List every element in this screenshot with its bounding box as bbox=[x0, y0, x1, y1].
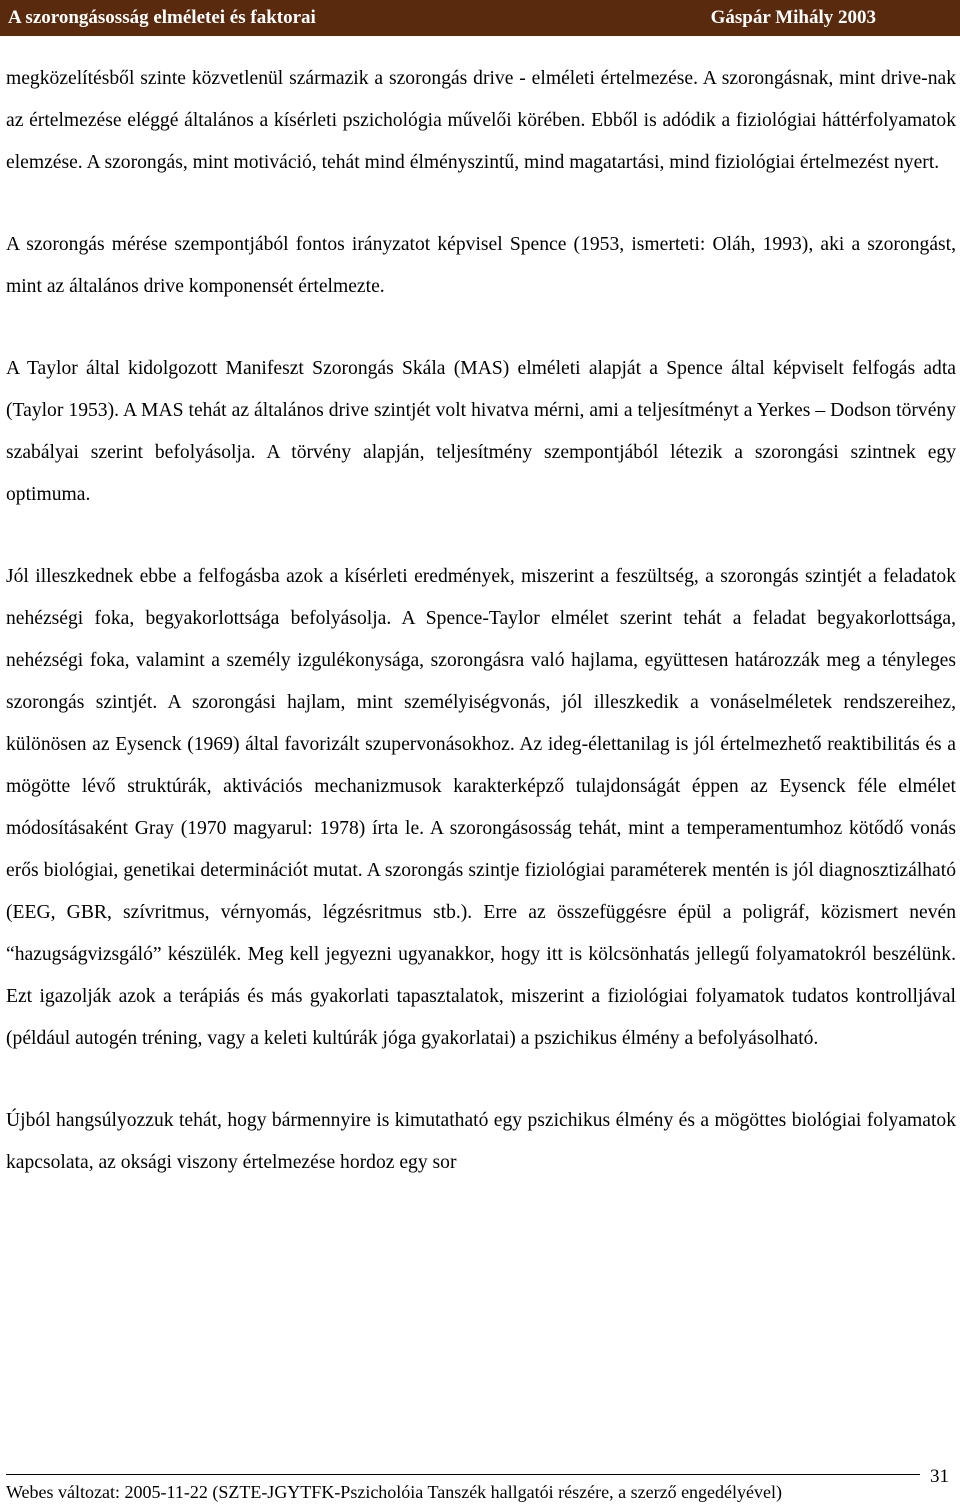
page-number: 31 bbox=[930, 1466, 949, 1487]
header-title: A szorongásosság elméletei és faktorai bbox=[8, 7, 316, 28]
footer-divider bbox=[6, 1474, 920, 1475]
page-header bbox=[0, 0, 960, 36]
paragraph-1: megközelítésből szinte közvetlenül származik a szorongás drive - elméleti értelmezése. A szorongásnak, mint drive-nak az értelmezése eléggé általános a kísérleti pszichológia művelői körében. Ebből is adódik a fiziológiai háttérfolyamatok elemzése. A szorongás, mint motiváció, tehát mind élményszintű, mind magatartási, mind fiziológiai értelmezést nyert. bbox=[6, 68, 956, 173]
footer-note: Webes változat: 2005-11-22 (SZTE-JGYTFK-Pszicholóia Tanszék hallgatói részére, a szerző engedélyével) bbox=[6, 1482, 783, 1502]
paragraph-2: A szorongás mérése szempontjából fontos irányzatot képvisel Spence (1953, ismerteti: Oláh, 1993), aki a szorongást, mint az általános drive komponensét értelmezte. bbox=[6, 234, 956, 297]
paragraph-5: Újból hangsúlyozzuk tehát, hogy bármennyire is kimutatható egy pszichikus élmény és a mögöttes biológiai folyamatok kapcsolata, az oksági viszony értelmezése hordoz egy sor bbox=[6, 1110, 956, 1173]
document-body bbox=[6, 58, 956, 1184]
header-author-year: Gáspár Mihály 2003 bbox=[710, 7, 876, 28]
paragraph-4: Jól illeszkednek ebbe a felfogásba azok a kísérleti eredmények, miszerint a feszültség, a szorongás szintjét a feladatok nehézségi foka, begyakorlottsága befolyásolja. A Spence-Taylor elmélet szerint tehát a feladat begyakorlottsága, nehézségi foka, valamint a személy izgulékonysága, szorongásra való hajlama, együttesen határozzák meg a tényleges szorongás szintjét. A szorongási hajlam, mint személyiségvonás, jól illeszkedik a vonáselméletek rendszereihez, különösen az Eysenck (1969) által favorizált szupervonásokhoz. Az ideg-élettanilag is jól értelmezhető reaktibilitás és a mögötte lévő struktúrák, aktivációs mechanizmusok karakterképző tulajdonságát éppen az Eysenck féle elmélet módosításaként Gray (1970 magyarul: 1978) írta le. A szorongásosság tehát, mint a temperamentumhoz kötődő vonás erős biológiai, genetikai determinációt mutat. A szorongás szintje fiziológiai paraméterek mentén is jól diagnosztizálható (EEG, GBR, szívritmus, vérnyomás, légzésritmus stb.). Erre az összefüggésre épül a poligráf, közismert nevén “hazugságvizsgáló” készülék. Meg kell jegyezni ugyanakkor, hogy itt is kölcsönhatás jellegű folyamatokról beszélünk. Ezt igazolják azok a terápiás és más gyakorlati tapasztalatok, miszerint a fiziológiai folyamatok tudatos kontrolljával (például autogén tréning, vagy a keleti kultúrák jóga gyakorlatai) a pszichikus élmény a befolyásolható. bbox=[6, 566, 956, 1049]
paragraph-3: A Taylor által kidolgozott Manifeszt Szorongás Skála (MAS) elméleti alapját a Spence által képviselt felfogás adta (Taylor 1953). A MAS tehát az általános drive szintjét volt hivatva mérni, ami a teljesítményt a Yerkes – Dodson törvény szabályai szerint befolyásolja. A törvény alapján, teljesítmény szempontjából létezik a szorongási szintnek egy optimuma. bbox=[6, 358, 956, 505]
